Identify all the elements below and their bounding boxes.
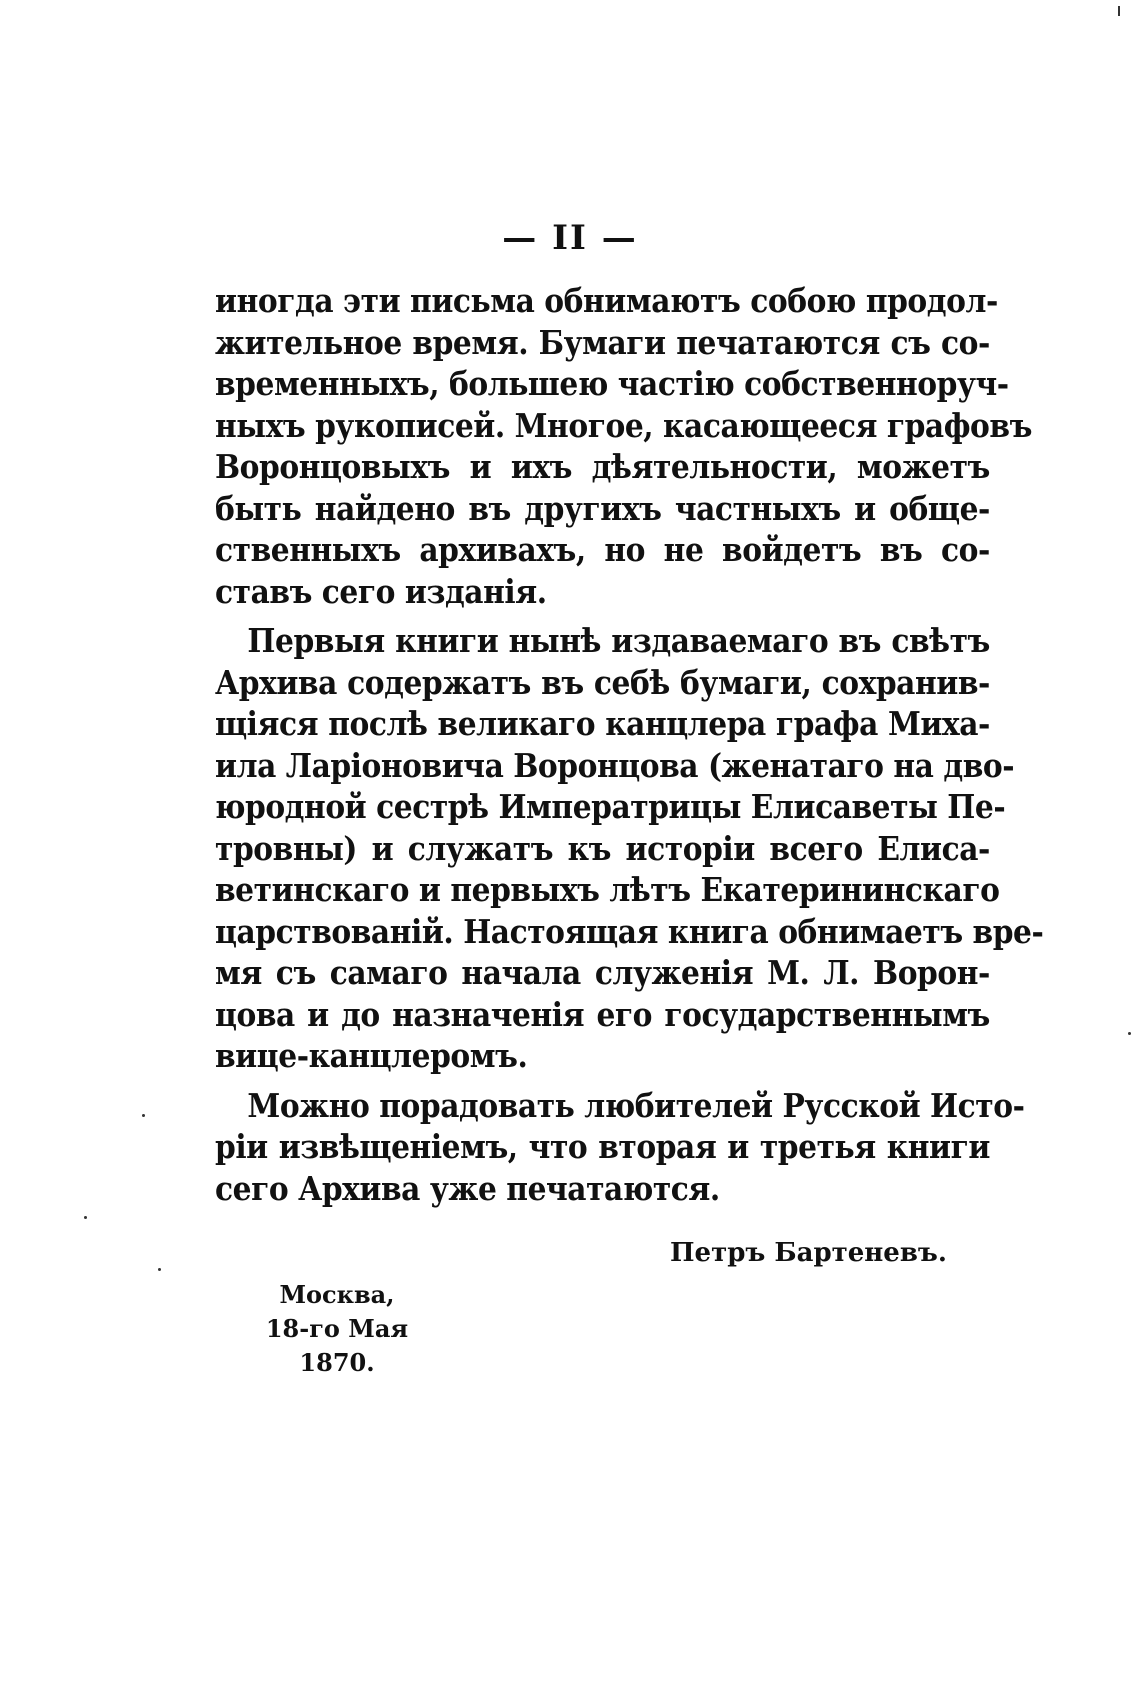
scan-speck [1128, 1032, 1131, 1035]
scan-speck [142, 1114, 145, 1117]
text-line: быть найдено въ другихъ частныхъ и обще- [215, 488, 990, 528]
paragraph-2 [215, 620, 1044, 1077]
scan-speck [84, 1216, 87, 1219]
place-city: Москва, [279, 1280, 395, 1309]
text-line: Можно порадовать любителей Русской Исто- [247, 1085, 1025, 1125]
text-line: ставъ сего изданія. [215, 571, 547, 611]
scan-speck [158, 1268, 161, 1271]
place-date-block [262, 1278, 412, 1380]
text-line: ственныхъ архивахъ, но не войдетъ въ со- [215, 530, 990, 569]
text-line: Архива содержатъ въ себѣ бумаги, сохранив- [215, 662, 990, 702]
text-line: тровны) и служатъ къ исторіи всего Елиса- [215, 828, 990, 868]
year-line: 1870. [299, 1348, 375, 1377]
text-line: ила Ларіоновича Воронцова (женатаго на дво- [215, 745, 1015, 785]
text-line: щіяся послѣ великаго канцлера графа Миха- [215, 704, 990, 743]
body-text [215, 280, 1044, 1209]
text-line: ріи извѣщеніемъ, что вторая и третья книги [215, 1127, 990, 1166]
paragraph-3 [215, 1085, 1025, 1210]
page-number: — II — [502, 218, 638, 258]
text-line: Первыя книги нынѣ издаваемаго въ свѣтъ [247, 621, 990, 660]
text-line: Воронцовыхъ и ихъ дѣятельности, можетъ [215, 447, 990, 486]
text-line: жительное время. Бумаги печатаются съ со- [215, 322, 990, 362]
text-line: иногда эти письма обнимаютъ собою продол- [215, 281, 998, 320]
text-line: цова и до назначенія его государственнымъ [215, 994, 990, 1034]
text-line: ветинскаго и первыхъ лѣтъ Екатерининскаго [215, 870, 1000, 909]
paragraph-1 [215, 280, 1032, 612]
text-line: ныхъ рукописей. Многое, касающееся графовъ [215, 405, 1032, 445]
date-line: 18-го Мая [265, 1314, 409, 1343]
text-line: временныхъ, большею частію собственноруч- [215, 364, 1009, 403]
text-line: сего Архива уже печатаются. [215, 1168, 720, 1208]
text-line: царствованій. Настоящая книга обнимаетъ вре- [215, 911, 1044, 951]
text-line: юродной сестрѣ Императрицы Елисаветы Пе- [215, 787, 1006, 826]
text-line: мя съ самаго начала служенія М. Л. Ворон- [215, 953, 990, 992]
text-line: вице-канцлеромъ. [215, 1036, 528, 1075]
scan-edge-mark [1118, 6, 1120, 16]
author-signature: Петръ Бартеневъ. [670, 1238, 947, 1268]
